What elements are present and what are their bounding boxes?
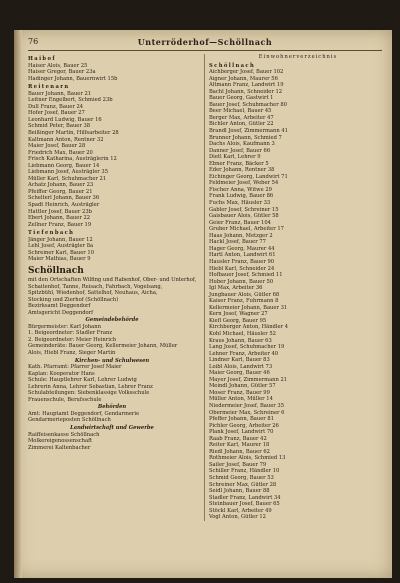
text-line: Aigner Johann, Maurer 56 xyxy=(209,75,278,82)
text-line: Geier Franz, Bauer 104 xyxy=(209,219,271,226)
text-line: Meindl Johann, Gütler 57 xyxy=(209,383,276,390)
subsection-title: Landwirtschaft und Gewerbe xyxy=(70,424,154,431)
text-line: mit den Ortschaften Wilfing und Rabenhof, Ober- und Unterhof, xyxy=(28,276,196,283)
text-line: Schelterl Johann, Bauer 36 xyxy=(28,195,100,202)
text-line: Liebmann Josef, Austrägler 35 xyxy=(28,169,108,176)
text-line: Kern Josef, Wagner 27 xyxy=(209,311,268,318)
text-line: 1. Beigeordneter: Stadler Franz xyxy=(28,330,113,337)
text-line: Maier Georg, Bauer 46 xyxy=(209,370,270,377)
page-title: Unterröderhof—Schöllnach xyxy=(137,37,273,47)
text-line: Hattler Josef, Bauer 23b xyxy=(28,208,92,215)
text-line: Lehner Franz, Arbeiter 40 xyxy=(209,350,279,357)
text-line: Achatz Johann, Bauer 23 xyxy=(28,182,94,189)
block1-lines xyxy=(28,63,196,83)
text-line: Sailer Josef, Bauer 79 xyxy=(209,461,267,468)
text-line: Dull Franz, Bauer 24 xyxy=(28,103,84,110)
right-column xyxy=(204,54,387,521)
text-line: Leonhard Ludwig, Bauer 16 xyxy=(28,116,102,123)
text-line: Aichberger Josef, Bauer 102 xyxy=(209,69,284,76)
text-line: Bichler Anton, Gütler 22 xyxy=(209,121,274,128)
text-line: Brunner Johann, Schmied 7 xyxy=(209,134,282,141)
text-line: Schulabteilungen: Siebenklassige Volksschule xyxy=(28,390,150,397)
text-line: Hiebl Karl, Schneider 24 xyxy=(209,265,275,272)
text-line: Hager Georg, Maurer 44 xyxy=(209,245,275,252)
text-line: Altmann Franz, Landwirt 19 xyxy=(209,82,284,89)
text-line: Huber Johann, Bauer 50 xyxy=(209,278,274,285)
text-line: Bauer Johann, Bauer 21 xyxy=(28,90,92,97)
intro-lines xyxy=(28,277,196,316)
text-line: Müller Karl, Schuhmacher 21 xyxy=(28,175,107,182)
page-spine xyxy=(14,30,22,578)
text-line: Gemeinderäte: Bauer Georg, Kellermeier Johann, Müller xyxy=(28,343,178,350)
text-line: Stadler Franz, Landwirt 34 xyxy=(209,494,281,501)
text-line: Zimmerei Kaltenbacher xyxy=(28,444,91,451)
text-line: Amtsgericht Deggendorf xyxy=(28,309,94,316)
text-line: Hackl Josef, Bauer 77 xyxy=(209,239,266,246)
section-title: Reitenarn xyxy=(28,84,70,91)
aemter-lines xyxy=(28,411,196,424)
text-line: Moser Franz, Bauer 99 xyxy=(209,389,270,396)
text-line: Berger Max, Arbeiter 47 xyxy=(209,114,274,121)
text-line: Friedrich Max, Bauer 20 xyxy=(28,149,93,156)
text-line: Schule: Hauptlehrer Karl, Lehrer Ludwig xyxy=(28,377,137,384)
text-line: Jungbauer Alois, Gütler 68 xyxy=(209,291,280,298)
text-line: Ebner Franz, Bäcker 5 xyxy=(209,160,269,167)
text-line: Plank Josef, Landwirt 70 xyxy=(209,429,274,436)
text-line: Dietl Karl, Lehrer 9 xyxy=(209,154,261,161)
text-line: Brandl Josef, Zimmermann 41 xyxy=(209,128,288,135)
text-line: Hofbauer Josef, Schmied 11 xyxy=(209,272,283,279)
text-line: Hofer Josef, Bauer 27 xyxy=(28,110,85,117)
text-line: Lehl Josef, Austrägler 8a xyxy=(28,243,94,250)
text-line: Danner Josef, Bauer 66 xyxy=(209,147,271,154)
text-line: Molkereigenossenschaft xyxy=(28,438,93,445)
text-line: Kraus Johann, Bauer 63 xyxy=(209,337,272,344)
municipality-title: Schöllnach xyxy=(28,265,84,276)
text-line: Raab Franz, Bauer 42 xyxy=(209,435,267,442)
text-line: Kellermeier Johann, Bauer 31 xyxy=(209,304,288,311)
text-line: Eichinger Georg, Landwirt 71 xyxy=(209,173,288,180)
text-line: Kiefl Georg, Bauer 95 xyxy=(209,317,267,324)
text-line: Frauenschule, Berufsschule xyxy=(28,396,102,403)
text-line: Spitzbühl, Wiedenhof, Sattelhof, Neuhaus, Aicha, xyxy=(28,290,158,297)
text-line: Kirchberger Anton, Händler 4 xyxy=(209,324,289,331)
handel-lines xyxy=(28,432,196,452)
text-line: Schmid Peter, Bauer 38 xyxy=(28,123,91,130)
page-header xyxy=(28,36,382,51)
text-line: Bauer Georg, Gastwirt 1 xyxy=(209,95,274,102)
text-line: Liebmann Georg, Bauer 14 xyxy=(28,162,100,169)
text-line: Dachs Alois, Kaufmann 3 xyxy=(209,141,275,148)
text-line: Fischer Anna, Witwe 29 xyxy=(209,186,272,193)
text-line: Lang Josef, Schuhmacher 19 xyxy=(209,344,285,351)
text-line: Haas Johann, Metzger 2 xyxy=(209,232,273,239)
text-line: Alois, Hiebl Franz, Sieger Martin xyxy=(28,349,116,356)
text-line: Feldmeier Josef, Weber 54 xyxy=(209,180,279,187)
subsection-title: Behörden xyxy=(97,404,127,411)
text-line: Gendarmerieposten Schöllnach xyxy=(28,417,111,424)
text-line: Pfeiffer Georg, Bauer 21 xyxy=(28,188,93,195)
block2-lines xyxy=(28,91,196,228)
text-line: Ebert Johann, Bauer 22 xyxy=(28,215,91,222)
text-line: Bürgermeister: Karl Johann xyxy=(28,323,101,330)
text-line: Hartl Anton, Landwirt 61 xyxy=(209,252,276,259)
text-line: Lindner Karl, Bauer 83 xyxy=(209,357,270,364)
text-line: Leitner Engelbert, Schmied 23b xyxy=(28,97,113,104)
section-title: Haibof xyxy=(28,56,56,62)
text-line: Pichler Georg, Arbeiter 26 xyxy=(209,422,279,429)
text-line: Kaltmann Anton, Rentner 32 xyxy=(28,136,104,143)
resident-lines xyxy=(209,69,387,521)
text-line: Gabler Josef, Schreiner 15 xyxy=(209,206,279,213)
text-line: Kohl Michael, Häusler 52 xyxy=(209,330,276,337)
text-line: Kath. Pfarramt: Pfarrer Josef Maier xyxy=(28,364,122,371)
text-line: Schiller Franz, Händler 10 xyxy=(209,468,280,475)
subsection-title: Kirchen- und Schulwesen xyxy=(74,357,150,364)
gemeindeamt-lines xyxy=(28,324,196,357)
left-column xyxy=(28,54,196,451)
text-line: Seidl Johann, Bauer 88 xyxy=(209,488,270,495)
text-line: Maier Josef, Bauer 28 xyxy=(28,143,86,150)
block3-lines xyxy=(28,237,196,263)
page-number: 76 xyxy=(28,37,39,46)
text-line: Obermeier Max, Schreiner 6 xyxy=(209,409,285,416)
text-line: Gruber Michael, Arbeiter 17 xyxy=(209,226,284,233)
directory-title: Einwohnerverzeichnis xyxy=(258,54,338,60)
text-line: Haiser Alois, Bauer 25 xyxy=(28,62,88,69)
text-line: Stocking und Zierhof (Schöllnach) xyxy=(28,296,119,303)
text-line: 2. Beigeordneter: Meier Heinrich xyxy=(28,336,117,343)
text-line: Schaitenhof, Tanne, Reisach, Fahrbach, Vogelsang, xyxy=(28,283,163,290)
text-line: Frank Ludwig, Bauer 86 xyxy=(209,193,274,200)
text-line: Raiffeisenkasse Schöllnach xyxy=(28,431,100,438)
text-line: Beer Michael, Bauer 45 xyxy=(209,108,272,115)
text-line: Schmid Georg, Bauer 53 xyxy=(209,475,274,481)
text-line: Mayer Josef, Zimmermann 21 xyxy=(209,376,288,383)
kirche-lines xyxy=(28,364,196,403)
text-line: Zellner Franz, Bauer 19 xyxy=(28,221,92,228)
text-line: Bezirksamt Deggendorf xyxy=(28,303,91,310)
text-line: Reiter Karl, Maurer 18 xyxy=(209,442,270,449)
text-line: Jänger Johann, Bauer 12 xyxy=(28,236,93,243)
text-line: Igl Max, Arbeiter 36 xyxy=(209,285,263,292)
text-line: Kaiser Franz, Fuhrmann 8 xyxy=(209,298,279,305)
text-line: Fuchs Max, Häusler 33 xyxy=(209,200,271,207)
section-title: Tiefenbach xyxy=(28,230,75,237)
section-title: Schöllnach xyxy=(209,62,256,69)
text-line: Steinbauer Josef, Bauer 65 xyxy=(209,501,280,508)
text-line: Haiser Gregor, Bauer 23a xyxy=(28,69,96,76)
text-line: Pfeffer Johann, Bauer 81 xyxy=(209,416,275,423)
text-line: Beißinger Martin, Hilfsarbeiter 28 xyxy=(28,130,119,137)
text-line: Amt: Hauptamt Deggendorf, Gendarmerie xyxy=(28,410,140,417)
document-page xyxy=(14,30,392,578)
subsection-title: Gemeindebehörde xyxy=(85,317,139,324)
text-line: Gaisbauer Alois, Gütler 58 xyxy=(209,213,279,220)
text-line: Müller Anton, Müller 14 xyxy=(209,396,273,403)
text-line: Loibl Alois, Landwirt 73 xyxy=(209,363,273,370)
text-line: Kaplan: Kooperator Hans xyxy=(28,370,95,377)
text-line: Bachl Johann, Schneider 12 xyxy=(209,88,283,95)
text-line: Hausler Franz, Bauer 90 xyxy=(209,258,275,265)
text-line: Schreiner Karl, Bauer 10 xyxy=(28,249,94,256)
text-line: Lehrerin Anna, Lehrer Sebastian, Lehrer Franz xyxy=(28,383,153,390)
text-line: Maier Mathias, Bauer 9 xyxy=(28,256,91,263)
text-line: Vogl Anton, Gütler 12 xyxy=(209,514,266,521)
text-line: Riedl Johann, Bauer 62 xyxy=(209,448,270,455)
text-line: Stöckl Karl, Arbeiter 49 xyxy=(209,507,272,514)
text-line: Frisch Katharina, Austräglerin 12 xyxy=(28,156,117,163)
text-line: Rothmeier Alois, Schmied 13 xyxy=(209,455,286,462)
text-line: Spadt Heinrich, Austrägler xyxy=(28,202,100,209)
text-line: Bauer Josef, Schuhmacher 80 xyxy=(209,101,287,108)
text-line: Hadinger Johann, Bauernwirt 15b xyxy=(28,75,118,82)
text-line: Schreiner Max, Gütler 28 xyxy=(209,481,277,488)
text-line: Eder Johann, Rentner 38 xyxy=(209,167,275,174)
text-line: Niedermeier Josef, Bauer 35 xyxy=(209,402,284,409)
